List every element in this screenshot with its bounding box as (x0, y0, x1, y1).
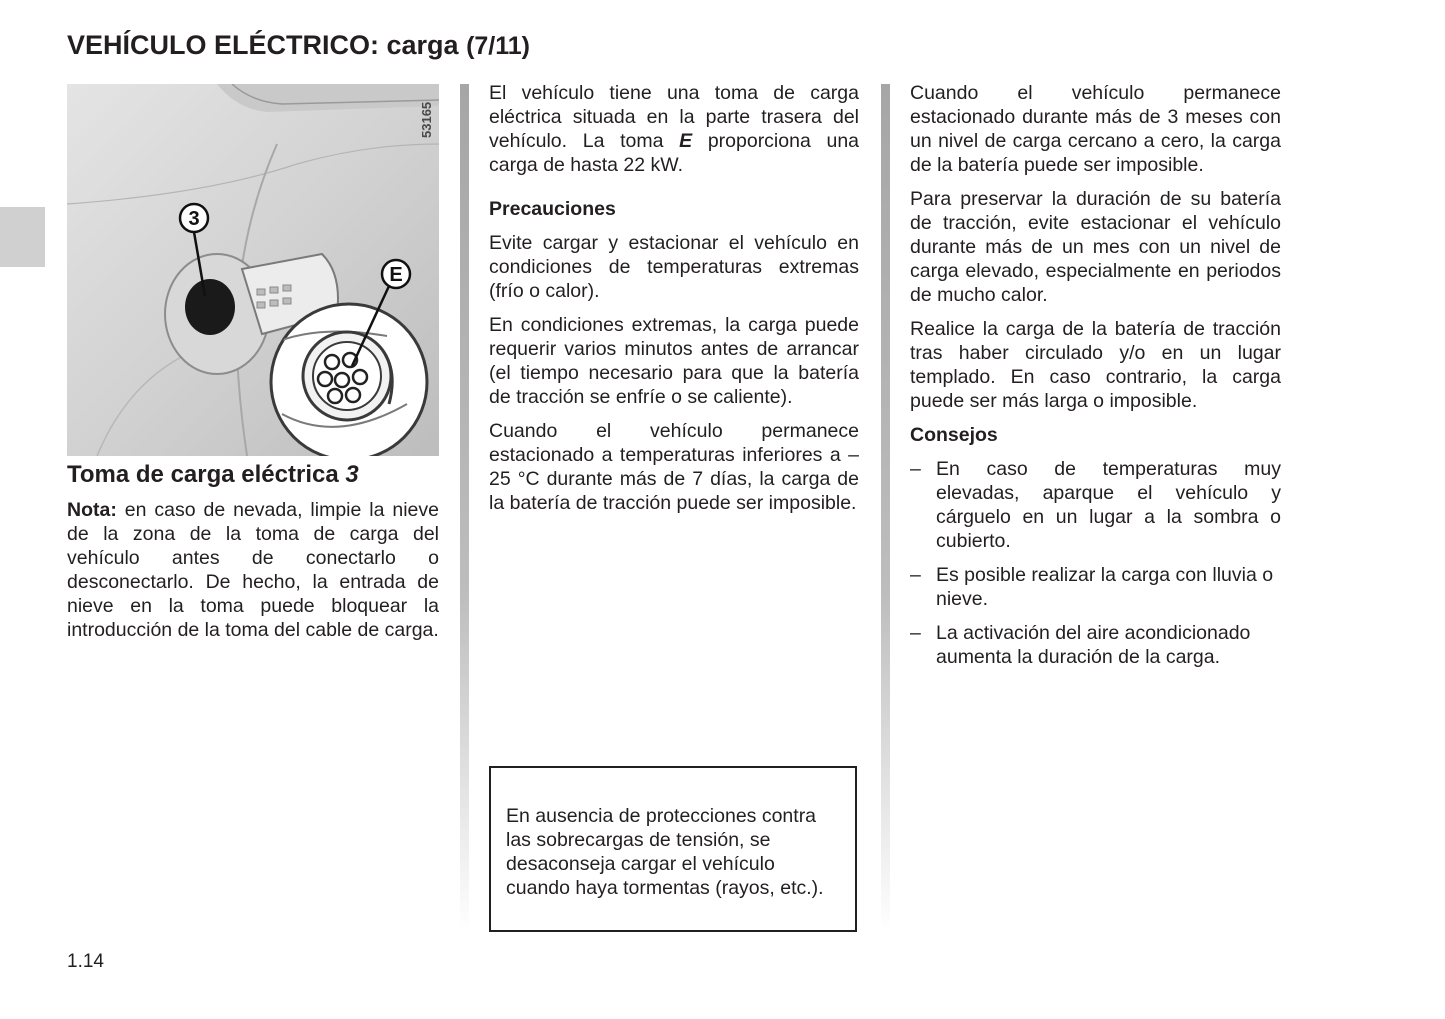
heading-text: Toma de carga eléctrica (67, 461, 339, 488)
page-title (67, 30, 530, 61)
charging-socket-illustration (67, 84, 439, 456)
page-number: 1.14 (67, 951, 104, 972)
dash-bullet: – (910, 622, 921, 644)
storage-paragraph: Para preservar la duración de su batería de tracción, evite estacionar el vehículo durante más de un mes con un nivel de carga elevado, especialmente en periodos de mucho calor. (910, 188, 1281, 306)
note-text: en caso de nevada, limpie la nieve de la zona de la toma de carga del vehículo antes de conectarlo o desconectarlo. De hecho, la entrada de nieve en la toma puede bloquear la introducción de la toma del cable de carga. (67, 499, 439, 641)
precaution-paragraph: Cuando el vehículo permanece estacionado a temperaturas inferiores a –25 °C durante más de 7 días, la carga de la batería de tracción puede ser imposible. (489, 420, 859, 514)
heading-number: 3 (345, 461, 359, 488)
page-indicator: (7/11) (466, 32, 531, 60)
charging-socket-heading (67, 460, 439, 490)
dash-bullet: – (910, 458, 921, 480)
tips-heading: Consejos (910, 424, 998, 446)
intro-socket-letter: E (679, 130, 693, 152)
tip-text: La activación del aire acondicionado aumenta la duración de la carga. (936, 622, 1251, 668)
car-charging-flap-image (67, 84, 439, 456)
column-1 (67, 460, 439, 652)
precautions-heading: Precauciones (489, 198, 616, 220)
tip-item (910, 621, 1281, 669)
precaution-paragraph: Evite cargar y estacionar el vehículo en condiciones de temperaturas extremas (frío o calor). (489, 232, 859, 302)
precaution-paragraph: En condiciones extremas, la carga puede requerir varios minutos antes de arrancar (el tiempo necesario para que la batería de tracción se enfríe o se caliente). (489, 314, 859, 408)
column-3 (910, 81, 1281, 679)
intro-paragraph (489, 81, 859, 177)
tip-text: Es posible realizar la carga con lluvia o nieve. (936, 564, 1274, 610)
image-reference-number: 53165 (419, 101, 434, 138)
section-tab (0, 207, 45, 267)
storage-paragraph: Cuando el vehículo permanece estacionado durante más de 3 meses con un nivel de carga cercano a cero, la carga de la batería puede ser imposible. (910, 82, 1281, 176)
callout-3: 3 (188, 208, 200, 230)
tip-item (910, 457, 1281, 553)
title-text: VEHÍCULO ELÉCTRICO: carga (67, 30, 459, 60)
intro-text-b: proporciona una carga de hasta 22 kW. (489, 130, 860, 176)
snow-note (67, 498, 439, 642)
column-divider-2 (881, 84, 890, 932)
dash-bullet: – (910, 564, 921, 586)
storm-warning-box (489, 766, 857, 932)
column-2 (489, 81, 859, 525)
callout-e: E (389, 264, 403, 286)
tip-text: En caso de temperaturas muy elevadas, aparque el vehículo y cárguelo en un lugar a la sombra o cubierto. (936, 458, 1281, 552)
tip-item (910, 563, 1281, 611)
note-label: Nota: (67, 499, 117, 521)
storm-warning-text: En ausencia de protecciones contra las sobrecargas de tensión, se desaconseja cargar el vehículo cuando haya tormentas (rayos, etc.). (506, 805, 824, 899)
storage-paragraph: Realice la carga de la batería de tracción tras haber circulado y/o en un lugar templado. En caso contrario, la carga puede ser más larga o imposible. (910, 318, 1281, 412)
column-divider-1 (460, 84, 469, 932)
intro-text-a: El vehículo tiene una toma de carga eléctrica situada en la parte trasera del vehículo. La toma (489, 82, 859, 152)
